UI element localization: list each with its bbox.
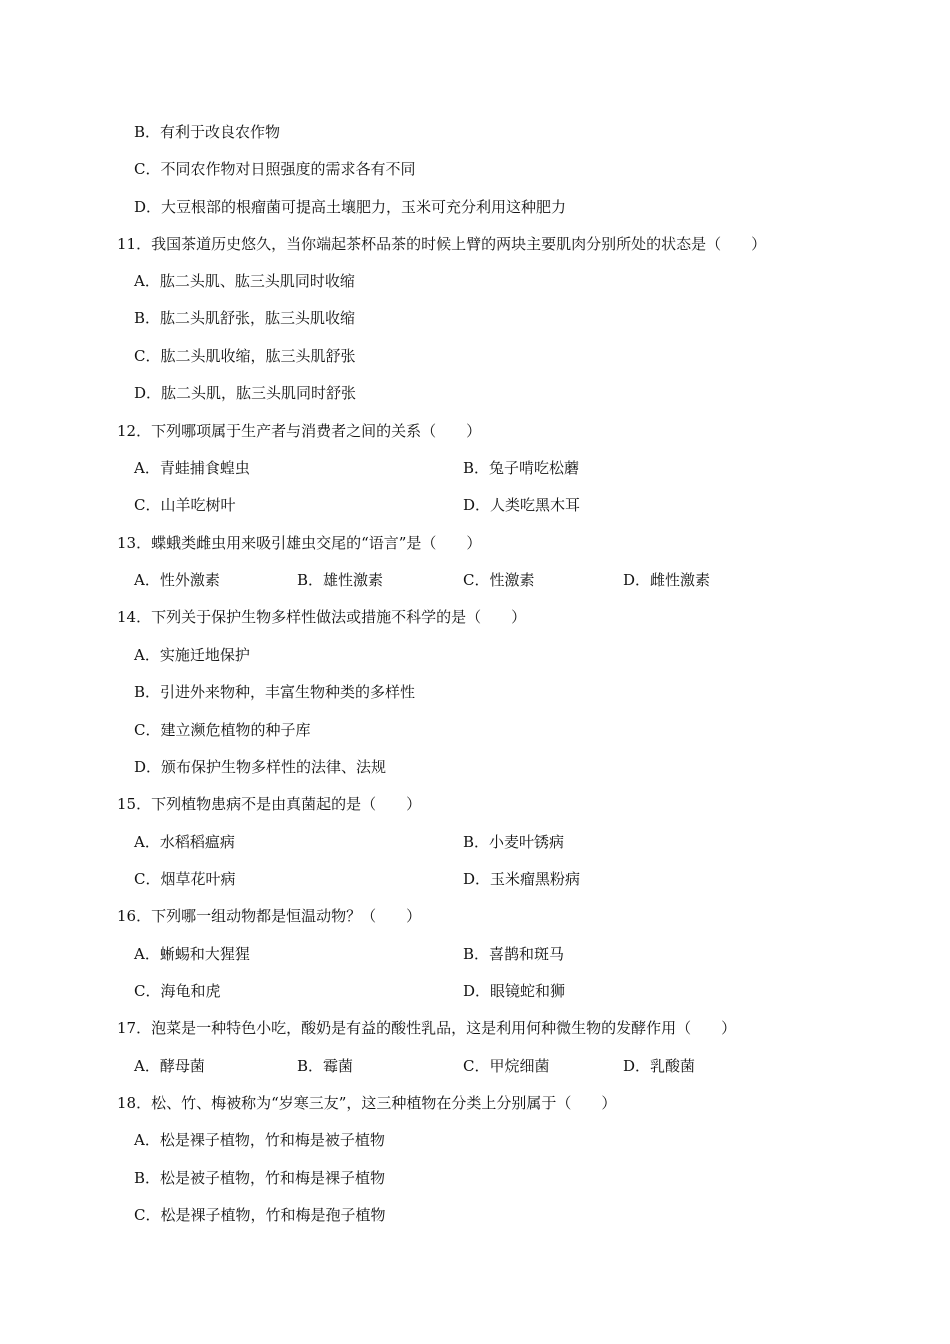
q18-option-a: A．松是裸子植物，竹和梅是被子植物 [134, 1131, 385, 1149]
q14-option-d: D．颁布保护生物多样性的法律、法规 [134, 758, 387, 776]
q17-option-b: B．霉菌 [297, 1057, 354, 1075]
q11-option-c: C．肱二头肌收缩，肱三头肌舒张 [134, 347, 356, 365]
q17-option-c: C．甲烷细菌 [463, 1057, 550, 1075]
q16-option-d: D．眼镜蛇和狮 [463, 982, 566, 1000]
q15-option-d: D．玉米瘤黑粉病 [463, 870, 581, 888]
q14-option-b: B．引进外来物种，丰富生物种类的多样性 [134, 683, 416, 701]
q11-option-b: B．肱二头肌舒张，肱三头肌收缩 [134, 309, 356, 327]
q13-option-b: B．雄性激素 [297, 571, 384, 589]
q17-stem: 17．泡菜是一种特色小吃，酸奶是有益的酸性乳品，这是利用何种微生物的发酵作用（ ） [117, 1019, 737, 1037]
q10-option-c: C．不同农作物对日照强度的需求各有不同 [134, 160, 416, 178]
q11-option-a: A．肱二头肌、肱三头肌同时收缩 [134, 272, 355, 290]
q12-option-c: C．山羊吃树叶 [134, 496, 236, 514]
q10-option-b: B．有利于改良农作物 [134, 123, 281, 141]
q13-stem: 13．蝶蛾类雌虫用来吸引雄虫交尾的“语言”是（ ） [117, 534, 482, 552]
q14-option-c: C．建立濒危植物的种子库 [134, 721, 311, 739]
q17-option-a: A．酵母菌 [134, 1057, 205, 1075]
q16-option-c: C．海龟和虎 [134, 982, 221, 1000]
q15-option-b: B．小麦叶锈病 [463, 833, 565, 851]
q15-stem: 15．下列植物患病不是由真菌起的是（ ） [117, 795, 422, 813]
q18-stem: 18．松、竹、梅被称为“岁寒三友”，这三种植物在分类上分别属于（ ） [117, 1094, 617, 1112]
q12-option-a: A．青蛙捕食蝗虫 [134, 459, 250, 477]
q14-option-a: A．实施迁地保护 [134, 646, 250, 664]
q16-option-b: B．喜鹊和斑马 [463, 945, 565, 963]
q10-option-d: D．大豆根部的根瘤菌可提高土壤肥力，玉米可充分利用这种肥力 [134, 198, 567, 216]
q14-stem: 14．下列关于保护生物多样性做法或措施不科学的是（ ） [117, 608, 527, 626]
q12-stem: 12．下列哪项属于生产者与消费者之间的关系（ ） [117, 422, 482, 440]
q13-option-c: C．性激素 [463, 571, 535, 589]
q13-option-a: A．性外激素 [134, 571, 220, 589]
q11-stem: 11．我国茶道历史悠久，当你端起茶杯品茶的时候上臂的两块主要肌肉分别所处的状态是（ ） [117, 235, 767, 253]
q13-option-d: D．雌性激素 [623, 571, 711, 589]
q12-option-d: D．人类吃黑木耳 [463, 496, 581, 514]
q12-option-b: B．兔子啃吃松蘑 [463, 459, 580, 477]
q18-option-c: C．松是裸子植物，竹和梅是孢子植物 [134, 1206, 386, 1224]
q16-stem: 16．下列哪一组动物都是恒温动物？（ ） [117, 907, 422, 925]
q11-option-d: D．肱二头肌，肱三头肌同时舒张 [134, 384, 357, 402]
q16-option-a: A．蜥蜴和大猩猩 [134, 945, 250, 963]
q17-option-d: D．乳酸菌 [623, 1057, 696, 1075]
q15-option-c: C．烟草花叶病 [134, 870, 236, 888]
q18-option-b: B．松是被子植物，竹和梅是裸子植物 [134, 1169, 386, 1187]
q15-option-a: A．水稻稻瘟病 [134, 833, 235, 851]
